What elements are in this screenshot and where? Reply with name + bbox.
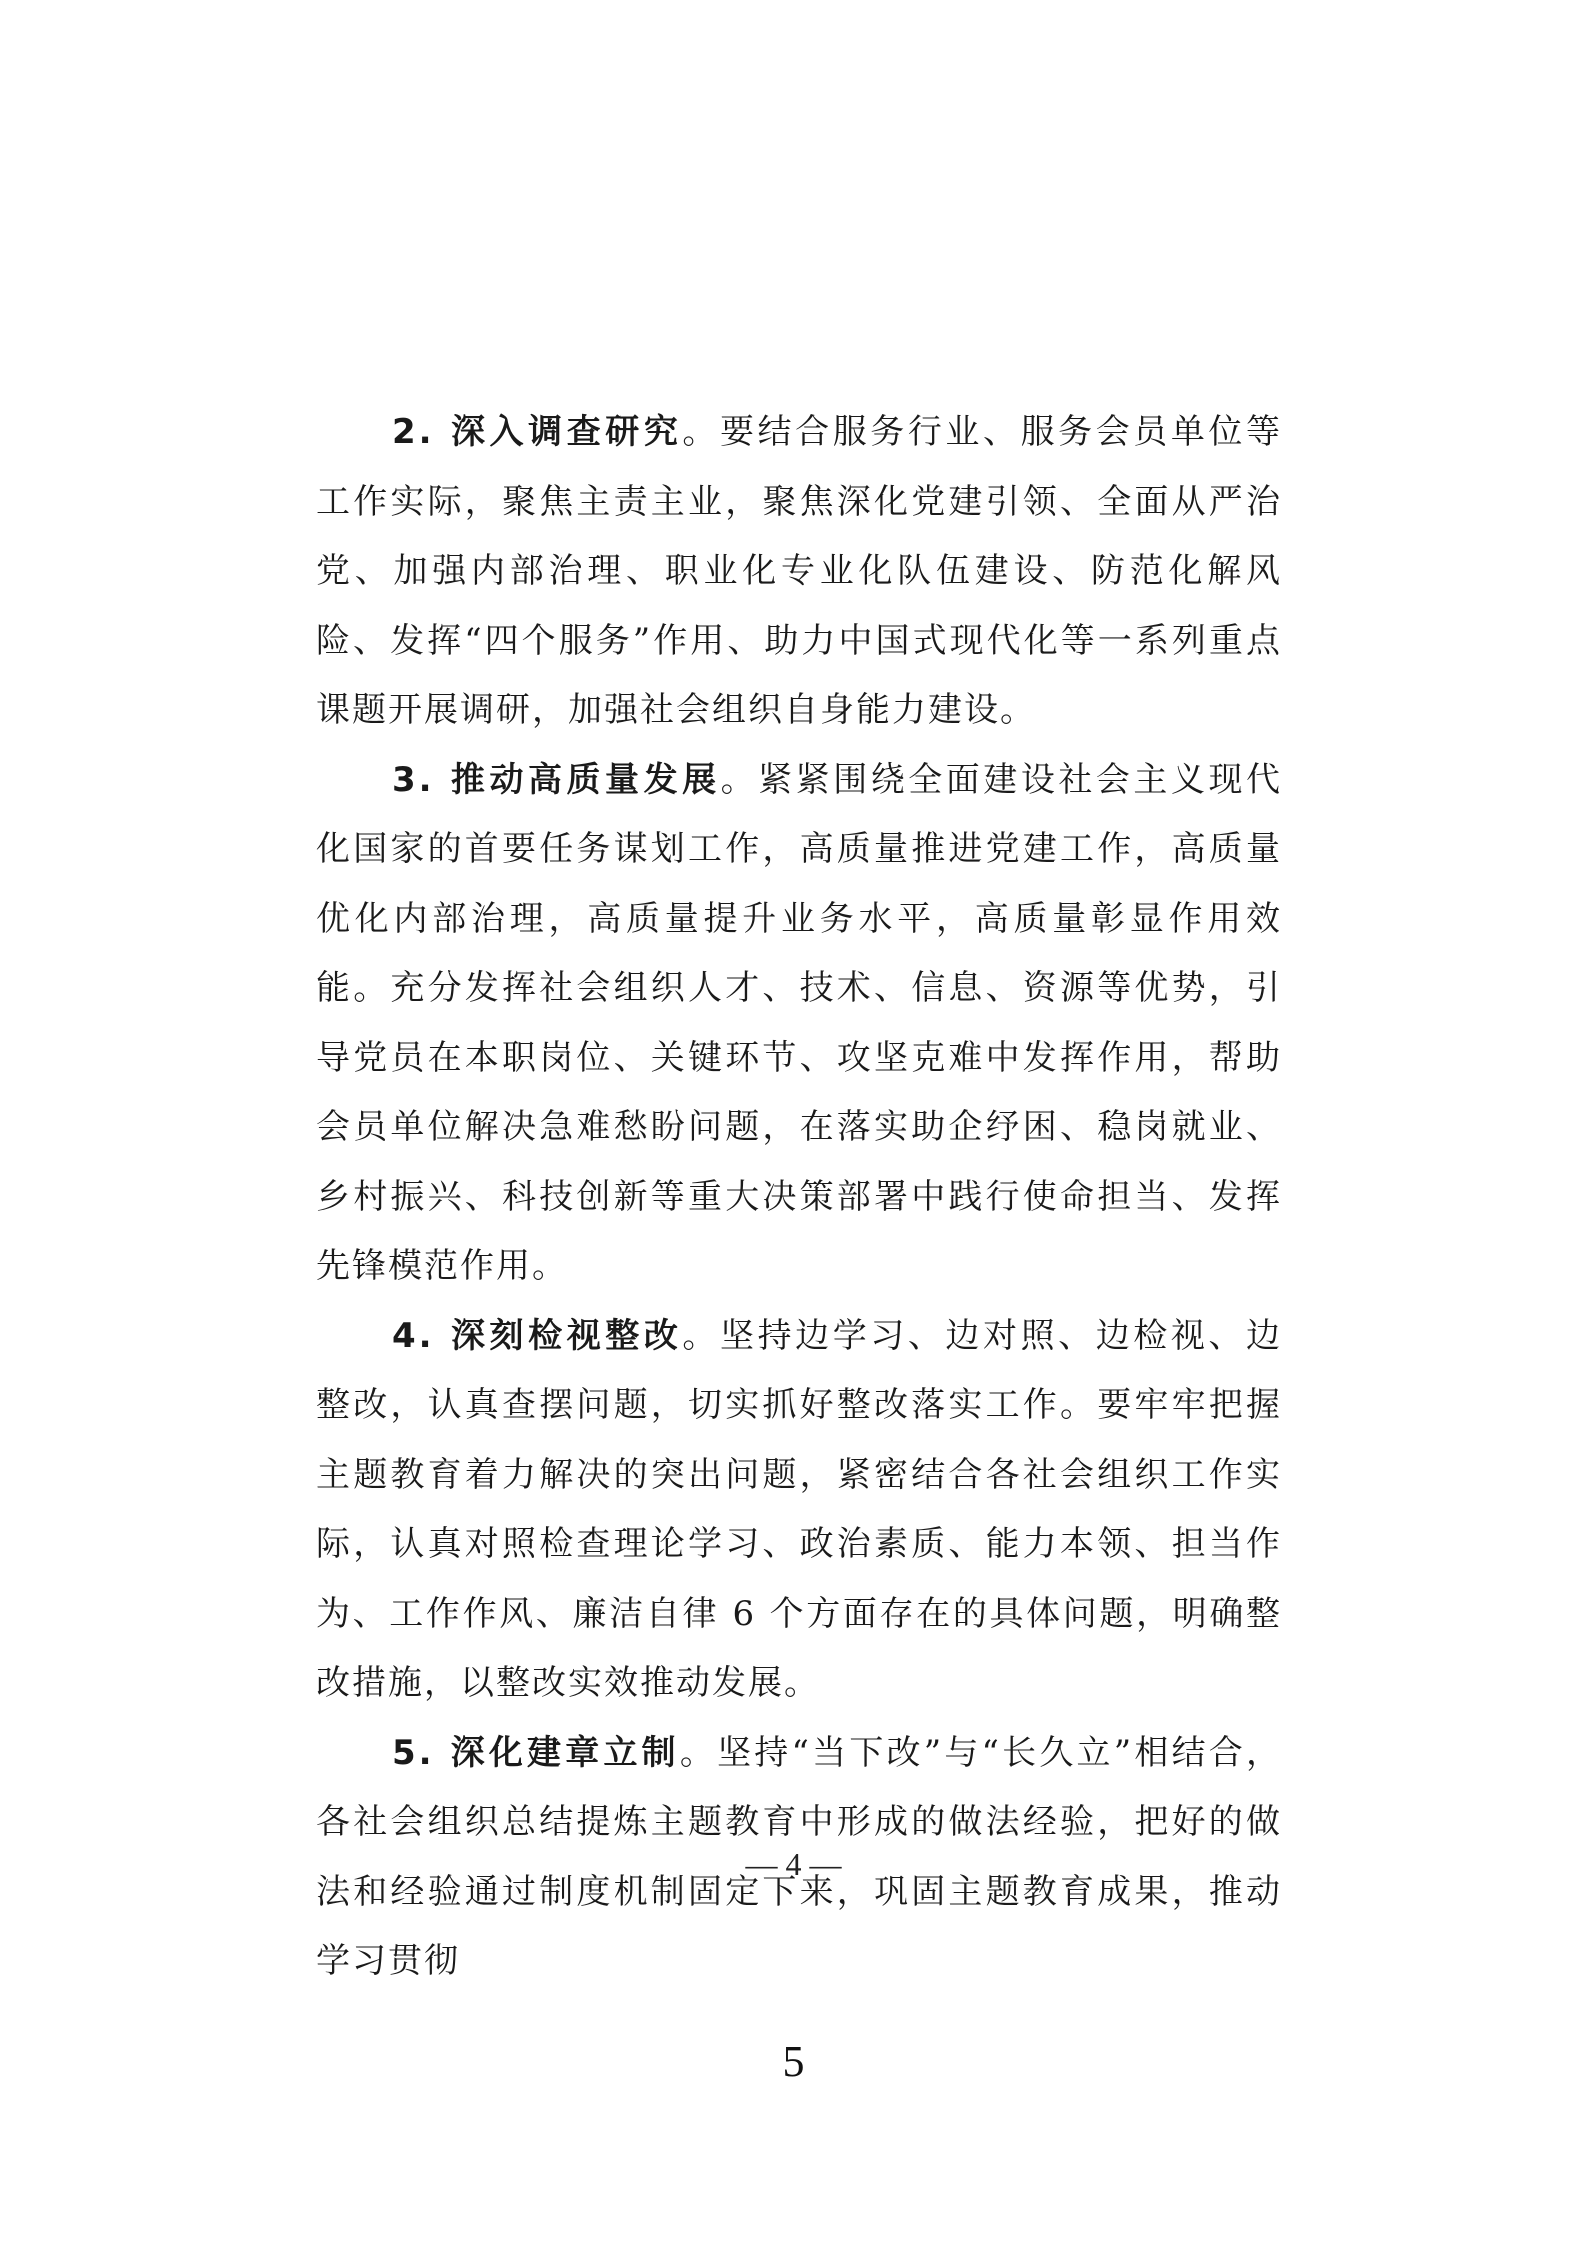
paragraph-heading: 5. 深化建章立制 — [392, 1732, 680, 1773]
document-page-label: — 4 — — [745, 1846, 842, 1882]
paragraph-text: 。要结合服务行业、服务会员单位等工作实际，聚焦主责主业，聚焦深化党建引领、全面从严治党、加强内部治理、职业化专业化队伍建设、防范化解风险、发挥“四个服务”作用、助力中国式现代化等一系列重点课题开展调研，加强社会组织自身能力建设。 — [316, 412, 1282, 730]
paragraph-text: 。坚持边学习、边对照、边检视、边整改，认真查摆问题，切实抓好整改落实工作。要牢牢把握主题教育着力解决的突出问题，紧密结合各社会组织工作实际，认真对照检查理论学习、政治素质、能力本领、担当作为、工作作风、廉洁自律 6 个方面存在的具体问题，明确整改措施，以整改实效推动发展。 — [316, 1315, 1282, 1703]
scan-page-number: 5 — [782, 2037, 805, 2086]
paragraph-high-quality-development — [316, 746, 1282, 1302]
paragraph-text: 。坚持“当下改”与“长久立”相结合，各社会组织总结提炼主题教育中形成的做法经验，把好的做法和经验通过制度机制固定下来，巩固主题教育成果，推动学习贯彻 — [316, 1732, 1282, 1981]
document-body — [316, 398, 1282, 1997]
paragraph-text: 。紧紧围绕全面建设社会主义现代化国家的首要任务谋划工作，高质量推进党建工作，高质量优化内部治理，高质量提升业务水平，高质量彰显作用效能。充分发挥社会组织人才、技术、信息、资源等优势，引导党员在本职岗位、关键环节、攻坚克难中发挥作用，帮助会员单位解决急难愁盼问题，在落实助企纾困、稳岗就业、乡村振兴、科技创新等重大决策部署中践行使命担当、发挥先锋模范作用。 — [316, 759, 1282, 1286]
paragraph-inspection-rectification — [316, 1302, 1282, 1719]
paragraph-heading: 3. 推动高质量发展 — [392, 759, 721, 800]
paragraph-deep-research — [316, 398, 1282, 746]
paragraph-heading: 4. 深刻检视整改 — [392, 1315, 683, 1356]
paragraph-heading: 2. 深入调查研究 — [392, 412, 683, 452]
